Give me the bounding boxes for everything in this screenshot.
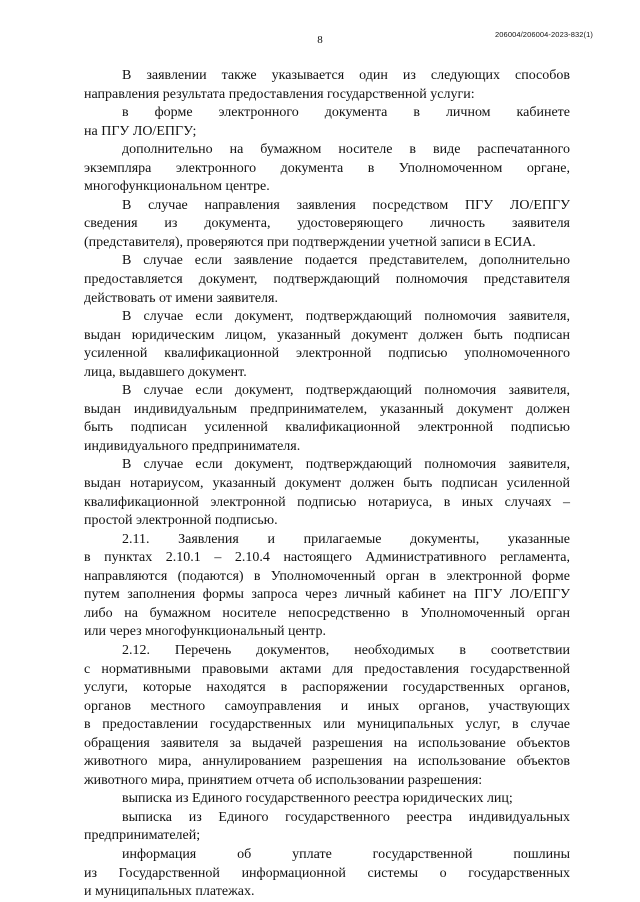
text-line: в пунктах 2.10.1 – 2.10.4 настоящего Административного регламента, [84, 550, 570, 566]
paragraph [84, 104, 570, 141]
text-line: выписка из Единого государственного реестра индивидуальных [122, 809, 570, 825]
text-line: (представителя), проверяются при подтверждении учетной записи в ЕСИА. [84, 234, 536, 250]
text-line: предпринимателей; [84, 828, 201, 844]
text-line: либо на бумажном носителе непосредственно в Уполномоченный орган [84, 605, 570, 621]
text-line: В случае если документ, подтверждающий полномочия заявителя, [122, 457, 570, 473]
document-body [84, 67, 570, 902]
text-line: выписка из Единого государственного реестра юридических лиц; [122, 791, 513, 807]
text-line: направления результата предоставления государственной услуги: [84, 86, 475, 102]
text-line: обращения заявителя за выдачей разрешения на использование объектов [84, 735, 570, 751]
paragraph [84, 790, 570, 809]
text-line: направляются (подаются) в Уполномоченный орган в электронной форме [84, 568, 570, 584]
text-line: информация об уплате государственной пошлины [122, 846, 570, 862]
text-line: путем заполнения формы запроса через личный кабинет на ПГУ ЛО/ЕПГУ [84, 587, 570, 603]
text-line: усиленной квалификационной электронной подписью уполномоченного [84, 346, 570, 362]
text-line: В случае если документ, подтверждающий полномочия заявителя, [122, 383, 570, 399]
text-line: и муниципальных платежах. [84, 884, 255, 900]
text-line: выдан нотариусом, указанный документ должен быть подписан усиленной [84, 476, 570, 492]
paragraph [84, 67, 570, 104]
text-line: на ПГУ ЛО/ЕПГУ; [84, 123, 197, 139]
paragraph [84, 642, 570, 790]
text-line: В случае если документ, подтверждающий полномочия заявителя, [122, 309, 570, 325]
text-line: из Государственной информационной системы о государственных [84, 865, 570, 881]
text-line: В случае если заявление подается представителем, дополнительно [122, 253, 570, 269]
paragraph [84, 197, 570, 253]
text-line: в форме электронного документа в личном кабинете [122, 105, 570, 121]
text-line: органов местного самоуправления и иных органов, участвующих [84, 698, 570, 714]
paragraph [84, 809, 570, 846]
text-line: В заявлении также указывается один из следующих способов [122, 68, 570, 83]
text-line: действовать от имени заявителя. [84, 290, 278, 306]
text-line: животного мира, аннулированием разрешения на использование объектов [84, 754, 570, 770]
text-line: лица, выдавшего документ. [84, 364, 247, 380]
text-line: предоставляется документ, подтверждающий полномочия представителя [84, 272, 570, 288]
paragraph [84, 252, 570, 308]
text-line: 2.11. Заявления и прилагаемые документы, указанные [122, 531, 570, 547]
text-line: дополнительно на бумажном носителе в виде распечатанного [122, 142, 570, 158]
text-line: простой электронной подписью. [84, 513, 278, 529]
text-line: быть подписан усиленной квалификационной электронной подписью [84, 420, 570, 436]
text-line: выдан индивидуальным предпринимателем, указанный документ должен [84, 401, 570, 417]
text-line: В случае направления заявления посредством ПГУ ЛО/ЕПГУ [122, 197, 570, 213]
text-line: многофункциональном центре. [84, 179, 270, 195]
text-line: с нормативными правовыми актами для предоставления государственной [84, 661, 570, 677]
paragraph [84, 456, 570, 530]
text-line: сведения из документа, удостоверяющего личность заявителя [84, 216, 570, 232]
text-line: индивидуального предпринимателя. [84, 438, 301, 454]
text-line: в предоставлении государственных или муниципальных услуг, в случае [84, 717, 570, 733]
text-line: животного мира, принятием отчета об использовании разрешения: [84, 772, 483, 788]
text-line: экземпляра электронного документа в Уполномоченном органе, [84, 160, 570, 176]
paragraph [84, 531, 570, 642]
text-line: квалификационной электронной подписью нотариуса, в иных случаях – [84, 494, 570, 510]
paragraph [84, 308, 570, 382]
paragraph [84, 141, 570, 197]
text-line: услуги, которые находятся в распоряжении государственных органов, [84, 680, 570, 696]
text-line: или через многофункциональный центр. [84, 624, 326, 640]
document-id: 206004/206004-2023-832(1) [495, 30, 593, 39]
text-line: 2.12. Перечень документов, необходимых в соответствии [122, 642, 570, 658]
page-number: 8 [317, 34, 323, 46]
paragraph [84, 846, 570, 902]
paragraph [84, 382, 570, 456]
text-line: выдан юридическим лицом, указанный документ должен быть подписан [84, 327, 570, 343]
